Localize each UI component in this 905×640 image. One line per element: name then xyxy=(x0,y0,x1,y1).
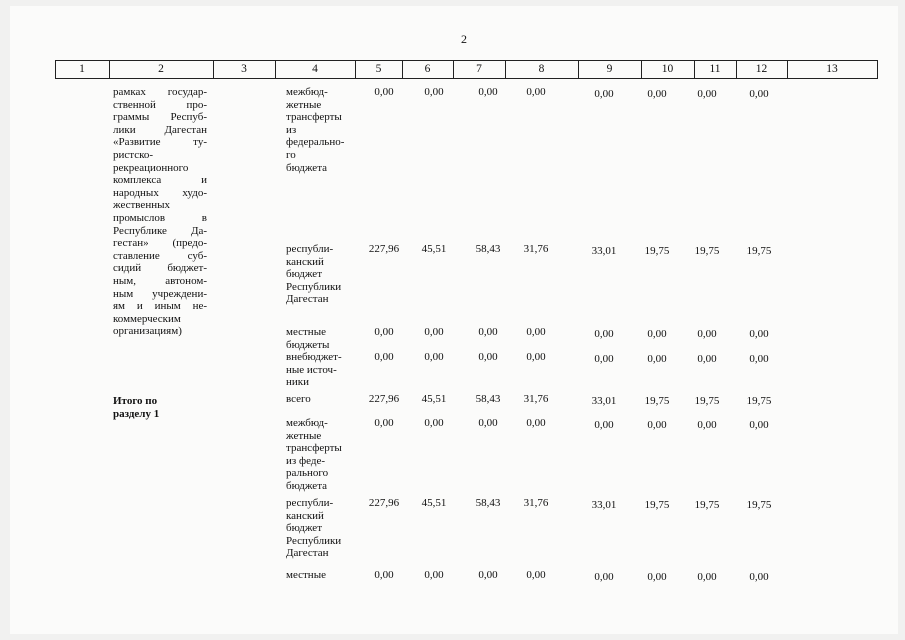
program-description-line: рамках государ- xyxy=(113,86,207,98)
value-cell: 45,51 xyxy=(421,497,447,509)
value-cell: 0,00 xyxy=(647,419,667,431)
value-cell: 0,00 xyxy=(647,571,667,583)
funding-source-line: рального xyxy=(286,467,329,480)
value-cell: 0,00 xyxy=(424,569,444,581)
value-cell: 19,75 xyxy=(644,245,670,257)
value-cell: 31,76 xyxy=(523,243,549,255)
header-cell: 3 xyxy=(241,63,247,75)
value-cell: 0,00 xyxy=(594,419,614,431)
value-cell: 19,75 xyxy=(746,395,772,407)
column-border xyxy=(787,60,788,79)
funding-source-line: бюджета xyxy=(286,480,328,492)
value-cell: 227,96 xyxy=(368,393,400,405)
value-cell: 0,00 xyxy=(647,328,667,340)
value-cell: 0,00 xyxy=(374,417,394,429)
value-cell: 0,00 xyxy=(749,353,769,365)
program-description-line: организациям) xyxy=(113,325,182,338)
column-border xyxy=(578,60,579,79)
funding-source-line: местные xyxy=(286,569,326,581)
funding-source-line: межбюд- xyxy=(286,417,328,429)
column-border xyxy=(694,60,695,79)
funding-source-line: канский xyxy=(286,255,324,268)
program-description-line: коммерческим xyxy=(113,312,181,325)
column-border xyxy=(736,60,737,79)
value-cell: 0,00 xyxy=(424,417,444,429)
value-cell: 0,00 xyxy=(594,353,614,365)
document-page xyxy=(10,6,898,634)
value-cell: 0,00 xyxy=(374,326,394,338)
value-cell: 45,51 xyxy=(421,393,447,405)
value-cell: 0,00 xyxy=(594,571,614,583)
value-cell: 0,00 xyxy=(526,86,546,98)
value-cell: 31,76 xyxy=(523,497,549,509)
value-cell: 19,75 xyxy=(694,245,720,257)
header-cell: 6 xyxy=(424,63,431,75)
program-description-line: промыслов в xyxy=(113,212,207,224)
funding-source-line: канский xyxy=(286,509,324,522)
program-description-line: сидий бюджет- xyxy=(113,262,207,275)
column-border xyxy=(55,60,56,79)
column-border xyxy=(505,60,506,79)
value-cell: 0,00 xyxy=(749,328,769,340)
header-top-border xyxy=(55,60,877,61)
funding-source-line: бюджеты xyxy=(286,338,330,351)
program-description-line: ственной про- xyxy=(113,98,207,111)
program-description-line: лики Дагестан xyxy=(113,123,207,136)
funding-source-line: ники xyxy=(286,376,310,389)
header-cell: 5 xyxy=(375,63,382,75)
program-description-line: комплекса и xyxy=(113,174,207,187)
program-description-line: ристско- xyxy=(113,149,154,161)
program-description-line: ям и иным не- xyxy=(113,300,207,313)
value-cell: 227,96 xyxy=(368,497,400,509)
header-cell: 11 xyxy=(709,63,721,75)
section-total-label: Итого по xyxy=(113,395,158,407)
value-cell: 58,43 xyxy=(475,393,501,405)
column-border xyxy=(109,60,110,79)
value-cell: 31,76 xyxy=(523,393,549,405)
column-border xyxy=(877,60,878,79)
header-cell: 13 xyxy=(826,63,838,75)
value-cell: 0,00 xyxy=(594,88,614,100)
header-cell: 7 xyxy=(476,63,482,75)
value-cell: 0,00 xyxy=(424,351,444,363)
value-cell: 0,00 xyxy=(697,88,717,100)
funding-source-line: республи- xyxy=(286,243,334,255)
column-border xyxy=(453,60,454,79)
value-cell: 19,75 xyxy=(644,395,670,407)
value-cell: 0,00 xyxy=(478,569,498,581)
funding-source-line: федерально- xyxy=(286,136,345,149)
funding-source-line: ные источ- xyxy=(286,363,337,376)
header-cell: 8 xyxy=(538,63,545,75)
funding-source-line: трансферты xyxy=(286,442,342,455)
program-description-line: ставление суб- xyxy=(113,249,207,262)
value-cell: 45,51 xyxy=(421,243,447,255)
program-description-line: гестан» (предо- xyxy=(113,237,207,250)
header-cell: 4 xyxy=(312,63,318,75)
program-description-line: граммы Респуб- xyxy=(113,111,207,124)
value-cell: 0,00 xyxy=(374,351,394,363)
value-cell: 0,00 xyxy=(478,417,498,429)
funding-source-line: местные xyxy=(286,326,326,338)
value-cell: 19,75 xyxy=(694,499,720,511)
value-cell: 0,00 xyxy=(424,86,444,98)
value-cell: 0,00 xyxy=(478,86,498,98)
value-cell: 0,00 xyxy=(749,571,769,583)
program-description-line: Республике Да- xyxy=(113,224,207,237)
value-cell: 58,43 xyxy=(475,497,501,509)
column-border xyxy=(402,60,403,79)
value-cell: 0,00 xyxy=(526,351,546,363)
funding-source-line: Дагестан xyxy=(286,293,329,306)
header-cell: 2 xyxy=(158,63,164,75)
value-cell: 33,01 xyxy=(591,499,617,511)
program-description-line: ным, автоном- xyxy=(113,275,207,287)
value-cell: 33,01 xyxy=(591,395,617,407)
value-cell: 0,00 xyxy=(478,326,498,338)
funding-source-line: внебюджет- xyxy=(286,351,342,363)
funding-source-line: из феде- xyxy=(286,454,325,467)
funding-source-line: из xyxy=(286,123,297,136)
value-cell: 0,00 xyxy=(526,417,546,429)
header-cell: 12 xyxy=(755,63,768,75)
program-description-line: «Развитие ту- xyxy=(113,136,207,149)
value-cell: 33,01 xyxy=(591,245,617,257)
value-cell: 0,00 xyxy=(697,328,717,340)
value-cell: 0,00 xyxy=(647,353,667,365)
section-total-label: разделу 1 xyxy=(113,407,160,420)
header-bottom-border xyxy=(55,78,877,79)
funding-source-line: всего xyxy=(286,393,311,405)
value-cell: 0,00 xyxy=(697,419,717,431)
funding-source-line: жетные xyxy=(286,429,322,442)
column-border xyxy=(213,60,214,79)
value-cell: 19,75 xyxy=(746,499,772,511)
value-cell: 0,00 xyxy=(424,326,444,338)
funding-source-line: межбюд- xyxy=(286,86,328,98)
funding-source-line: бюджет xyxy=(286,522,322,535)
program-description-line: ным учреждени- xyxy=(113,287,207,300)
funding-source-line: бюджета xyxy=(286,161,328,174)
value-cell: 0,00 xyxy=(526,326,546,338)
funding-source-line: бюджет xyxy=(286,268,322,281)
value-cell: 0,00 xyxy=(697,353,717,365)
column-border xyxy=(641,60,642,79)
funding-source-line: жетные xyxy=(286,98,322,111)
header-cell: 10 xyxy=(661,63,674,75)
value-cell: 58,43 xyxy=(475,243,501,255)
value-cell: 0,00 xyxy=(647,88,667,100)
funding-source-line: го xyxy=(286,149,296,161)
funding-source-line: Дагестан xyxy=(286,547,329,560)
program-description-line: жественных xyxy=(113,199,170,212)
value-cell: 0,00 xyxy=(374,86,394,98)
program-description-line: народных худо- xyxy=(113,186,207,199)
value-cell: 0,00 xyxy=(749,419,769,431)
funding-source-line: республи- xyxy=(286,497,334,509)
value-cell: 0,00 xyxy=(749,88,769,100)
program-description-line: рекреационного xyxy=(113,161,189,174)
column-border xyxy=(355,60,356,79)
value-cell: 0,00 xyxy=(526,569,546,581)
page-number: 2 xyxy=(461,32,467,46)
value-cell: 0,00 xyxy=(478,351,498,363)
value-cell: 0,00 xyxy=(594,328,614,340)
funding-source-line: трансферты xyxy=(286,111,342,124)
value-cell: 0,00 xyxy=(374,569,394,581)
header-cell: 9 xyxy=(606,63,613,75)
funding-source-line: Республики xyxy=(286,534,342,547)
value-cell: 19,75 xyxy=(694,395,720,407)
value-cell: 19,75 xyxy=(644,499,670,511)
column-border xyxy=(275,60,276,79)
value-cell: 19,75 xyxy=(746,245,772,257)
header-cell: 1 xyxy=(79,63,85,75)
funding-source-line: Республики xyxy=(286,280,342,293)
value-cell: 0,00 xyxy=(697,571,717,583)
value-cell: 227,96 xyxy=(368,243,400,255)
